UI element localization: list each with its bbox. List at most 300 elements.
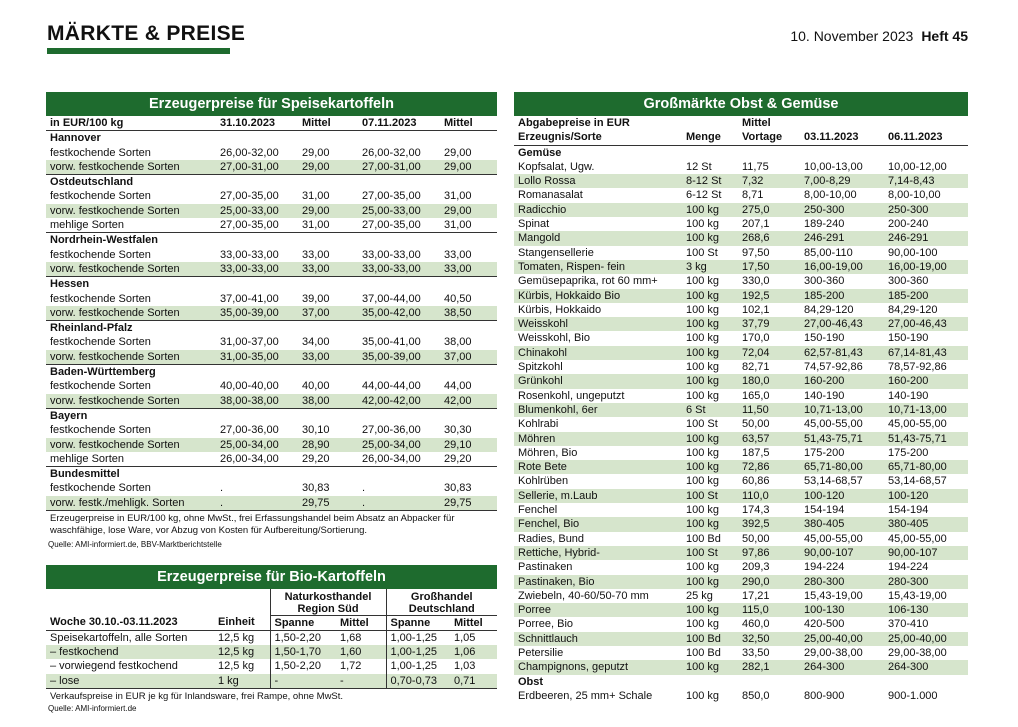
table-cell: 90,00-107 <box>884 546 968 560</box>
table-cell: 45,00-55,00 <box>804 532 863 545</box>
table-cell <box>440 321 497 336</box>
table-cell: Rettiche, Hybrid- <box>514 546 682 560</box>
table-cell: 27,00-31,00 <box>358 160 440 175</box>
table-cell: 26,00-32,00 <box>362 146 421 159</box>
table-cell: 67,14-81,43 <box>884 346 968 360</box>
table-cell: 16,00-19,00 <box>800 260 884 274</box>
section-row <box>46 321 497 336</box>
table-cell: 0,70-0,73 <box>386 674 450 688</box>
table-cell: 44,00 <box>444 380 472 393</box>
table-cell: Spinat <box>518 218 550 231</box>
table-cell: 30,83 <box>302 482 330 495</box>
panel-title: Erzeugerpreise für Bio-Kartoffeln <box>46 565 497 589</box>
table-cell: 39,00 <box>302 292 330 305</box>
table-cell: 6-12 St <box>686 189 722 202</box>
table-cell: 100 kg <box>686 303 720 316</box>
table-cell: Tomaten, Rispen- fein <box>514 260 682 274</box>
section-row <box>46 467 497 482</box>
section-title-underline <box>47 48 230 54</box>
table-cell <box>440 277 497 292</box>
table-row <box>514 203 968 217</box>
panel-title: Erzeugerpreise für Speisekartoffeln <box>46 92 497 116</box>
table-cell: Rote Bete <box>514 460 682 474</box>
table-row <box>514 646 968 660</box>
table-row <box>514 546 968 560</box>
table-row <box>514 417 968 431</box>
table-row <box>46 379 497 393</box>
col-header: Spanne <box>270 615 336 630</box>
table-cell: 170,0 <box>742 332 770 345</box>
table-cell: 37,79 <box>738 317 800 331</box>
table-cell: 8,00-10,00 <box>888 189 941 202</box>
table-cell <box>216 175 298 190</box>
table-cell: 97,50 <box>742 246 770 259</box>
table-cell: 85,00-110 <box>804 246 853 259</box>
table-cell: 1,05 <box>454 631 476 644</box>
table-cell: 29,20 <box>302 452 330 465</box>
group-header-row <box>46 589 497 615</box>
col-header: Mittel <box>298 116 358 131</box>
table-cell <box>358 277 440 292</box>
table-cell: 33,00-33,00 <box>358 262 440 277</box>
table-cell: 100 St <box>682 546 738 560</box>
table-cell: 100 kg <box>686 475 720 488</box>
table-row <box>46 496 497 510</box>
table-row <box>46 248 497 262</box>
table-cell: . <box>358 496 440 510</box>
table-cell: 38,50 <box>440 306 497 321</box>
table-cell: 38,00 <box>444 336 472 349</box>
table-cell: 29,20 <box>444 452 472 465</box>
table-cell: 100 kg <box>682 517 738 531</box>
table-cell: festkochende Sorten <box>50 248 151 261</box>
table-row <box>46 659 497 673</box>
table-cell: 26,00-34,00 <box>362 452 421 465</box>
col-header: Menge <box>682 130 738 145</box>
table-cell: Bayern <box>50 409 88 422</box>
table-cell: vorw. festkochende Sorten <box>46 394 216 409</box>
table-cell: 160-200 <box>884 374 968 388</box>
table-cell: 53,14-68,57 <box>804 475 863 488</box>
panel-bio-kartoffeln <box>46 565 497 713</box>
table-cell: vorw. festkochende Sorten <box>46 306 216 321</box>
section-row <box>514 145 968 160</box>
table-header-row-2 <box>514 130 968 145</box>
table-cell: festkochende Sorten <box>50 482 151 495</box>
table-cell: 30,10 <box>302 424 330 437</box>
table-cell: Weisskohl, Bio <box>518 332 590 345</box>
table-cell: 27,00-35,00 <box>220 190 279 203</box>
col-header: Einheit <box>214 615 270 630</box>
table-cell: 33,00-33,00 <box>220 248 279 261</box>
col-header: in EUR/100 kg <box>46 116 216 131</box>
table-cell: 40,00-40,00 <box>220 380 279 393</box>
table-cell: Radies, Bund <box>518 532 585 545</box>
table-cell: 1,72 <box>340 660 362 673</box>
table-cell: 370-410 <box>888 618 929 631</box>
table-cell: 1,60 <box>336 645 386 659</box>
table-row <box>514 589 968 603</box>
table-cell: 140-190 <box>804 389 845 402</box>
table-cell: Speisekartoffeln, alle Sorten <box>50 631 188 644</box>
group-header-naturkost: Naturkosthandel Region Süd <box>270 589 386 615</box>
table-cell: 29,00 <box>440 204 497 218</box>
table-cell: 27,00-36,00 <box>362 424 421 437</box>
table-cell <box>298 175 358 190</box>
gross-table <box>514 116 968 703</box>
panel-speisekartoffeln <box>46 92 497 549</box>
table-cell: 100 St <box>686 246 718 259</box>
table-cell: Spitzkohl <box>518 361 563 374</box>
table-cell: 33,00-33,00 <box>362 248 421 261</box>
table-cell: 100 kg <box>682 460 738 474</box>
table-cell: 460,0 <box>742 618 770 631</box>
table-cell: 100 kg <box>686 332 720 345</box>
table-cell <box>440 408 497 423</box>
table-cell <box>358 321 440 336</box>
table-row <box>514 389 968 403</box>
table-cell: 100 St <box>686 418 718 431</box>
table-cell <box>216 467 298 482</box>
table-cell: 246-291 <box>800 231 884 245</box>
table-cell: 8,71 <box>742 189 764 202</box>
table-cell <box>216 408 298 423</box>
table-cell <box>216 131 298 146</box>
table-cell: 31,00 <box>302 219 330 232</box>
table-cell: 50,00 <box>742 532 770 545</box>
table-cell: 300-360 <box>804 275 845 288</box>
table-row <box>514 632 968 646</box>
table-row <box>514 560 968 574</box>
table-cell: Sellerie, m.Laub <box>514 489 682 503</box>
table-header-row <box>46 615 497 630</box>
table-cell: Kohlrüben <box>518 475 569 488</box>
table-cell: 15,43-19,00 <box>804 589 863 602</box>
table-cell: 0,71 <box>450 674 497 688</box>
table-row <box>514 503 968 517</box>
table-cell: 27,00-46,43 <box>884 317 968 331</box>
table-cell: 100 kg <box>686 361 720 374</box>
table-cell: 8,00-10,00 <box>804 189 857 202</box>
table-cell: Baden-Württemberg <box>50 366 156 379</box>
table-cell: 12,5 kg <box>218 631 255 644</box>
table-cell: 185-200 <box>800 289 884 303</box>
table-cell <box>216 233 298 248</box>
table-cell <box>358 175 440 190</box>
table-cell: Bundesmittel <box>50 468 120 481</box>
table-cell: - <box>336 674 386 688</box>
table-cell: 29,00 <box>298 160 358 175</box>
table-cell: 33,50 <box>742 646 770 659</box>
table-cell: Lollo Rossa <box>514 174 682 188</box>
table-cell: Champignons, geputzt <box>514 660 682 674</box>
table-cell: 78,57-92,86 <box>888 361 947 374</box>
table-cell: 100 kg <box>682 374 738 388</box>
table-cell: 189-240 <box>804 218 845 231</box>
table-cell: 175-200 <box>888 446 929 459</box>
table-cell: 27,00-36,00 <box>220 424 279 437</box>
table-cell: 100 kg <box>682 603 738 617</box>
table-cell: 100-120 <box>884 489 968 503</box>
table-row <box>514 532 968 546</box>
table-cell: 100 kg <box>682 575 738 589</box>
table-cell: 51,43-75,71 <box>800 432 884 446</box>
table-row <box>46 438 497 452</box>
table-cell <box>682 675 738 689</box>
col-header: 31.10.2023 <box>216 116 298 131</box>
table-cell: 185-200 <box>884 289 968 303</box>
table-cell: 97,86 <box>738 546 800 560</box>
col-header: Abgabepreise in EUR <box>518 117 630 129</box>
table-cell: 33,00 <box>302 248 330 261</box>
issue-info <box>790 28 968 44</box>
table-row <box>46 204 497 218</box>
table-cell: Radicchio <box>514 203 682 217</box>
table-row <box>514 246 968 260</box>
table-cell: 29,75 <box>298 496 358 510</box>
group-header-grosshandel: Großhandel Deutschland <box>386 589 497 615</box>
table-cell: 53,14-68,57 <box>888 475 947 488</box>
table-cell: 246-291 <box>884 231 968 245</box>
table-cell: 72,04 <box>738 346 800 360</box>
table-cell: 1,50-1,70 <box>270 645 336 659</box>
table-row <box>46 350 497 365</box>
table-cell: 15,43-19,00 <box>888 589 947 602</box>
table-cell <box>298 408 358 423</box>
section-row <box>46 277 497 292</box>
table-cell: 100 kg <box>682 289 738 303</box>
table-row <box>514 460 968 474</box>
table-cell: 12,5 kg <box>218 660 255 673</box>
table-row <box>46 645 497 659</box>
table-cell: 90,00-100 <box>888 246 938 259</box>
table-row <box>514 346 968 360</box>
table-cell: 65,71-80,00 <box>884 460 968 474</box>
table-cell: 29,00-38,00 <box>804 646 863 659</box>
table-cell: 290,0 <box>738 575 800 589</box>
table-cell: 100 Bd <box>686 532 721 545</box>
table-cell: 27,00-46,43 <box>800 317 884 331</box>
table-cell: festkochende Sorten <box>50 190 151 203</box>
table-row <box>46 674 497 688</box>
table-cell <box>298 131 358 146</box>
col-header: Woche 30.10.-03.11.2023 <box>46 615 214 630</box>
table-cell <box>440 365 497 380</box>
table-cell: festkochende Sorten <box>50 424 151 437</box>
section-row <box>514 675 968 689</box>
table-cell: 100 St <box>682 489 738 503</box>
table-row <box>514 260 968 274</box>
section-row <box>46 175 497 190</box>
panel-grossmaerkte <box>514 92 968 703</box>
table-cell <box>884 145 968 160</box>
col-header <box>800 116 884 130</box>
table-cell: 100 kg <box>682 660 738 674</box>
table-row <box>514 575 968 589</box>
table-cell <box>298 321 358 336</box>
table-cell: 45,00-55,00 <box>888 532 947 545</box>
table-cell: 25,00-40,00 <box>800 632 884 646</box>
table-cell: – lose <box>46 674 214 688</box>
table-cell: Möhren <box>514 432 682 446</box>
table-cell: 33,00 <box>298 350 358 365</box>
table-row <box>514 303 968 317</box>
table-cell: 150-190 <box>804 332 845 345</box>
table-cell: 34,00 <box>302 336 330 349</box>
table-cell: 25,00-33,00 <box>216 204 298 218</box>
table-cell: Möhren, Bio <box>518 446 578 459</box>
table-cell <box>216 365 298 380</box>
table-cell: – vorwiegend festkochend <box>50 660 178 673</box>
table-cell: 280-300 <box>800 575 884 589</box>
table-cell: vorw. festkochende Sorten <box>46 438 216 452</box>
table-cell: vorw. festkochende Sorten <box>46 204 216 218</box>
table-cell: 250-300 <box>800 203 884 217</box>
col-header: Mittel <box>450 615 497 630</box>
table-cell: 180,0 <box>738 374 800 388</box>
table-cell: 1,06 <box>450 645 497 659</box>
table-cell: 25,00-34,00 <box>358 438 440 452</box>
table-cell: 280-300 <box>884 575 968 589</box>
table-row <box>46 423 497 437</box>
table-cell: 100 kg <box>682 432 738 446</box>
table-cell <box>358 408 440 423</box>
table-cell: vorw. festkochende Sorten <box>46 262 216 277</box>
table-cell <box>358 131 440 146</box>
table-row <box>514 489 968 503</box>
table-cell: 60,86 <box>742 475 770 488</box>
table-cell: festkochende Sorten <box>50 292 151 305</box>
table-row <box>514 374 968 388</box>
table-cell: Fenchel <box>518 504 558 517</box>
table-cell: Weisskohl <box>514 317 682 331</box>
table-row <box>514 617 968 631</box>
table-cell: 250-300 <box>884 203 968 217</box>
bio-footer <box>46 688 497 705</box>
table-cell: 100 kg <box>682 317 738 331</box>
table-row <box>514 360 968 374</box>
table-cell: 30,30 <box>444 424 472 437</box>
table-cell: 37,00 <box>440 350 497 365</box>
table-cell: 8-12 St <box>682 174 738 188</box>
table-cell: Erdbeeren, 25 mm+ Schale <box>518 689 653 702</box>
table-cell: 29,00 <box>298 204 358 218</box>
table-cell: 29,10 <box>440 438 497 452</box>
section-row <box>46 365 497 380</box>
table-cell: 31,00 <box>444 190 472 203</box>
table-cell: 154-194 <box>804 504 845 517</box>
table-cell: 6 St <box>682 403 738 417</box>
table-cell: Kohlrabi <box>518 418 559 431</box>
table-cell: 300-360 <box>888 275 929 288</box>
table-cell: festkochende Sorten <box>50 336 151 349</box>
table-cell: 330,0 <box>742 275 770 288</box>
table-row <box>46 146 497 160</box>
table-cell: Kürbis, Hokkaido <box>518 303 602 316</box>
table-cell: Porree, Bio <box>518 618 574 631</box>
table-row <box>514 231 968 245</box>
table-cell: Gemüsepaprika, rot 60 mm+ <box>518 275 658 288</box>
table-cell: 3 kg <box>682 260 738 274</box>
table-cell <box>800 675 884 689</box>
table-cell: Petersilie <box>518 646 564 659</box>
table-cell <box>440 175 497 190</box>
table-cell: 65,71-80,00 <box>800 460 884 474</box>
table-cell: Schnittlauch <box>514 632 682 646</box>
table-cell: 100 kg <box>682 203 738 217</box>
table-cell: 100 Bd <box>686 646 721 659</box>
table-cell: Fenchel, Bio <box>514 517 682 531</box>
table-cell: 187,5 <box>742 446 770 459</box>
table-cell: 84,29-120 <box>804 303 854 316</box>
table-cell: 110,0 <box>738 489 800 503</box>
table-cell: Nordrhein-Westfalen <box>50 234 158 247</box>
table-cell <box>884 675 968 689</box>
table-row <box>514 517 968 531</box>
table-cell: 100 kg <box>686 389 720 402</box>
table-cell: 27,00-35,00 <box>362 219 421 232</box>
table-cell: 62,57-81,43 <box>800 346 884 360</box>
table-cell: 31,00 <box>444 219 472 232</box>
table-cell: 10,71-13,00 <box>884 403 968 417</box>
table-cell: 7,32 <box>738 174 800 188</box>
table-cell: Pastinaken <box>518 561 573 574</box>
table-cell: 100 kg <box>686 504 720 517</box>
table-cell: Chinakohl <box>514 346 682 360</box>
col-header: Spanne <box>386 615 450 630</box>
table-cell <box>800 145 884 160</box>
table-row <box>46 630 497 645</box>
table-cell: 174,3 <box>742 504 770 517</box>
table-cell: 33,00 <box>444 248 472 261</box>
table-row <box>46 292 497 306</box>
table-cell <box>298 467 358 482</box>
table-row <box>514 331 968 345</box>
table-cell: 100 kg <box>686 689 720 702</box>
table-row <box>46 160 497 175</box>
bio-note: Verkaufspreise in EUR je kg für Inlandsware, frei Rampe, ohne MwSt. <box>50 690 344 702</box>
col-header: 03.11.2023 <box>800 130 884 145</box>
table-cell: mehlige Sorten <box>50 452 124 465</box>
table-cell <box>358 467 440 482</box>
table-cell: 850,0 <box>742 689 770 702</box>
table-cell: 7,14-8,43 <box>884 174 968 188</box>
table-cell: vorw. festk./mehligk. Sorten <box>46 496 216 510</box>
table-cell: 12,5 kg <box>214 645 270 659</box>
table-cell: 82,71 <box>742 361 770 374</box>
table-row <box>46 189 497 203</box>
table-row <box>514 603 968 617</box>
table-cell: . <box>220 482 224 495</box>
table-cell: 100 kg <box>686 218 720 231</box>
section-row <box>46 233 497 248</box>
table-cell: 35,00-39,00 <box>358 350 440 365</box>
table-row <box>514 317 968 331</box>
table-cell: 1,50-2,20 <box>270 659 336 673</box>
col-header: Vortage <box>738 130 800 145</box>
table-cell: 100 kg <box>686 561 720 574</box>
table-row <box>46 306 497 321</box>
table-cell: 175-200 <box>804 446 845 459</box>
table-cell: 1,00-1,25 <box>386 659 450 673</box>
table-cell: 16,00-19,00 <box>884 260 968 274</box>
table-cell: 29,00 <box>444 146 472 159</box>
table-cell: 207,1 <box>742 218 770 231</box>
table-cell: 17,50 <box>738 260 800 274</box>
table-cell <box>738 675 800 689</box>
table-cell: 32,50 <box>738 632 800 646</box>
table-cell <box>298 233 358 248</box>
